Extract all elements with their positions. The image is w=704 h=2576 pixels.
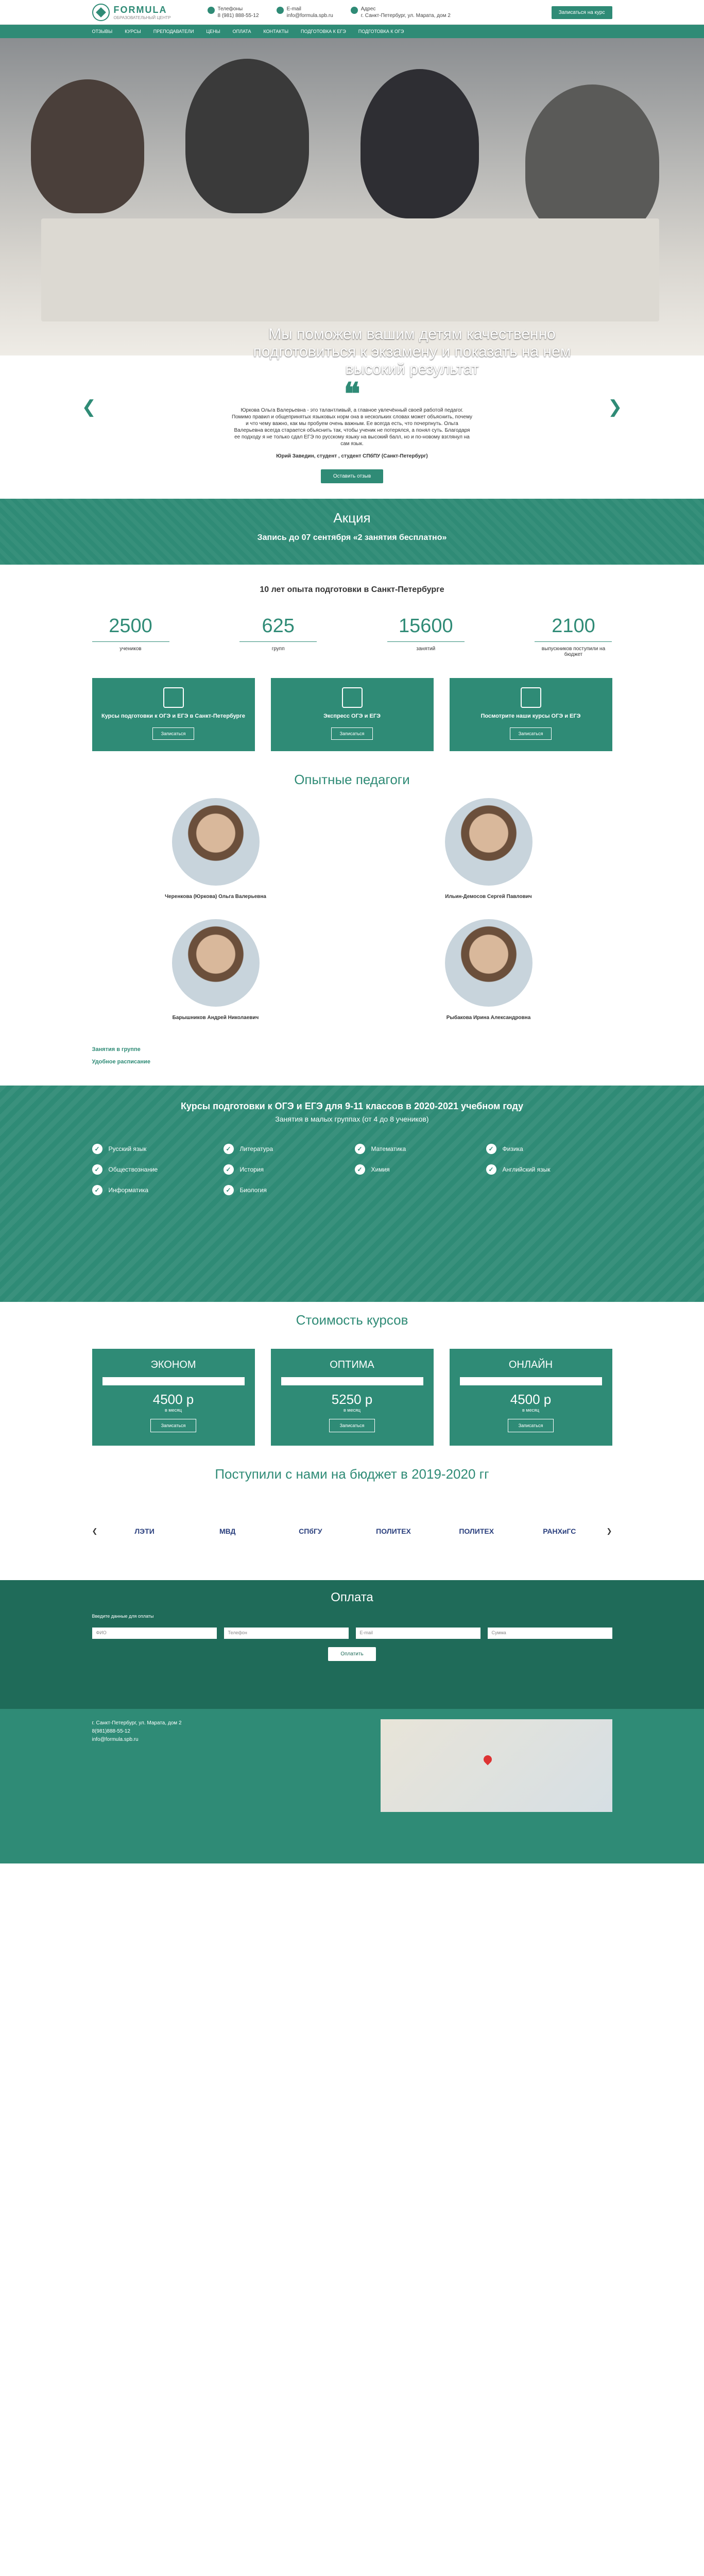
- nav-item[interactable]: ОТЗЫВЫ: [92, 29, 113, 34]
- subject-item: [92, 1185, 218, 1195]
- courses-title: Курсы подготовки к ОГЭ и ЕГЭ для 9-11 классов в 2020-2021 учебном году: [180, 1101, 524, 1111]
- next-arrow-icon[interactable]: ❯: [608, 397, 623, 417]
- main-nav: [0, 25, 704, 38]
- teacher-card: [365, 919, 612, 1025]
- course-icon: [342, 687, 363, 708]
- promo-text: Запись до 07 сентября «2 занятия бесплатно»: [257, 533, 447, 542]
- group-title: Занятия в группе: [92, 1046, 141, 1053]
- promo-title: Акция: [333, 510, 371, 526]
- course-cards: [92, 678, 612, 751]
- price-period: в месяц: [522, 1408, 539, 1413]
- price-description: [460, 1377, 602, 1385]
- next-arrow-icon[interactable]: ❯: [606, 1527, 612, 1535]
- price-sum: 4500 р: [152, 1392, 194, 1407]
- testimonial-text: Юркова Ольга Валерьевна - это талантливый, а главное увлечённый своей работой педагог. Помимо правил и общепринятых языковых норм она в нескольких словах может объяснить, почему и что чему важно, как мы пробуем очень важным. Ее всегда есть, что почерпнуть. Ольга Валерьевна всегда старается объяснить так, чтобы ученик не потерялся, а понял суть. Благодаря ее подходу я не только сдал ЕГЭ по русскому языку на высокий балл, но и по-новому взглянул на сам язык.: [231, 408, 473, 447]
- address-block: [351, 6, 451, 19]
- phone-block: [208, 6, 259, 19]
- stat-label: групп: [239, 641, 317, 652]
- check-icon: ✓: [92, 1185, 102, 1195]
- price-period: в месяц: [343, 1408, 360, 1413]
- teacher-photo: [445, 798, 533, 886]
- footer-email[interactable]: info@formula.spb.ru: [92, 1737, 139, 1742]
- university-logo: МВД: [219, 1527, 236, 1535]
- email-link[interactable]: info@formula.spb.ru: [286, 13, 333, 19]
- subject-item: [355, 1164, 481, 1175]
- price-plan-name: ОНЛАЙН: [508, 1359, 553, 1370]
- prices-title: Стоимость курсов: [296, 1312, 408, 1328]
- logo-name: FORMULA: [113, 5, 167, 15]
- stat-item: [239, 615, 317, 657]
- subject-item: [92, 1144, 218, 1154]
- stat-item: [92, 615, 169, 657]
- nav-item[interactable]: ОПЛАТА: [232, 29, 251, 34]
- check-icon: ✓: [355, 1164, 365, 1175]
- price-period: в месяц: [164, 1408, 182, 1413]
- university-logo: ПОЛИТЕХ: [459, 1527, 494, 1535]
- quote-icon: ❝: [344, 377, 360, 411]
- check-icon: ✓: [486, 1144, 496, 1154]
- mail-icon: [277, 7, 284, 14]
- prev-arrow-icon[interactable]: ❮: [81, 397, 96, 417]
- stats-section: [0, 565, 704, 668]
- stat-label: выпускников поступили на бюджет: [535, 641, 612, 657]
- course-signup-button[interactable]: Записаться: [152, 727, 195, 740]
- payment-section: [0, 1580, 704, 1709]
- payment-field[interactable]: ФИО: [92, 1628, 217, 1639]
- payment-form-title: Введите данные для оплаты: [92, 1614, 154, 1619]
- university-logo: ПОЛИТЕХ: [376, 1527, 411, 1535]
- subject-label: Русский язык: [108, 1145, 147, 1153]
- teacher-photo: [445, 919, 533, 1007]
- phone-number[interactable]: 8 (981) 888-55-12: [217, 13, 259, 19]
- subject-label: Математика: [371, 1145, 406, 1153]
- payment-field[interactable]: Сумма: [488, 1628, 612, 1639]
- subject-label: Химия: [371, 1166, 390, 1173]
- course-card-title: Экспресс ОГЭ и ЕГЭ: [323, 713, 381, 719]
- email-label: E-mail: [286, 6, 301, 12]
- course-icon: [521, 687, 541, 708]
- course-signup-button[interactable]: Записаться: [331, 727, 373, 740]
- check-icon: ✓: [224, 1144, 234, 1154]
- hero-banner: [0, 38, 704, 378]
- subject-label: Биология: [239, 1187, 267, 1194]
- course-icon: [163, 687, 184, 708]
- subject-label: Обществознание: [108, 1166, 158, 1173]
- map[interactable]: [381, 1719, 612, 1812]
- course-card: [92, 678, 255, 751]
- hero-text: Мы поможем вашим детям качественно подготовиться к экзамену и показать на нем высокий результат: [253, 326, 571, 378]
- price-description: [102, 1377, 245, 1385]
- stat-label: учеников: [92, 641, 169, 652]
- nav-item[interactable]: КОНТАКТЫ: [263, 29, 289, 34]
- university-logo: ЛЭТИ: [134, 1527, 154, 1535]
- course-card: [271, 678, 434, 751]
- price-plan-name: ЭКОНОМ: [150, 1359, 196, 1370]
- check-icon: ✓: [224, 1185, 234, 1195]
- check-icon: ✓: [92, 1164, 102, 1175]
- stat-number: 2100: [552, 615, 595, 637]
- courses-subtitle: Занятия в малых группах (от 4 до 8 учеников): [275, 1115, 429, 1123]
- teacher-name: Рыбакова Ирина Александровна: [446, 1015, 531, 1021]
- signup-button[interactable]: Записаться на курс: [552, 6, 612, 19]
- payment-field[interactable]: Телефон: [224, 1628, 349, 1639]
- teacher-name: Черенкова (Юркова) Ольга Валерьевна: [165, 894, 266, 900]
- price-signup-button[interactable]: Записаться: [150, 1419, 197, 1432]
- courses-section: [0, 1086, 704, 1302]
- price-sum: 4500 р: [510, 1392, 552, 1407]
- stat-item: [535, 615, 612, 657]
- subject-item: [224, 1185, 350, 1195]
- university-logo: СПбГУ: [299, 1527, 322, 1535]
- testimonial: [81, 355, 623, 499]
- university-logos: [92, 1503, 612, 1560]
- phone-icon: [208, 7, 215, 14]
- price-signup-button[interactable]: Записаться: [508, 1419, 554, 1432]
- logo-sub: ОБРАЗОВАТЕЛЬНЫЙ ЦЕНТР: [113, 15, 171, 20]
- subject-item: [486, 1144, 612, 1154]
- price-card: [450, 1349, 612, 1446]
- teacher-card: [92, 919, 339, 1025]
- stat-number: 625: [262, 615, 295, 637]
- course-card: [450, 678, 612, 751]
- email-block: [277, 6, 333, 19]
- leave-review-button[interactable]: Оставить отзыв: [321, 469, 383, 483]
- subject-item: [92, 1164, 218, 1175]
- nav-item[interactable]: ЦЕНЫ: [206, 29, 220, 34]
- teacher-card: [92, 798, 339, 904]
- subject-item: [486, 1164, 612, 1175]
- check-icon: ✓: [355, 1144, 365, 1154]
- info-section: [92, 1046, 612, 1065]
- prev-arrow-icon[interactable]: ❮: [92, 1527, 98, 1535]
- teacher-photo: [172, 798, 260, 886]
- address-label: Адрес: [360, 6, 376, 12]
- stat-number: 15600: [398, 615, 453, 637]
- phone-label: Телефоны: [217, 6, 243, 12]
- payment-field[interactable]: E-mail: [356, 1628, 480, 1639]
- logo-icon: [92, 4, 110, 21]
- subject-item: [355, 1144, 481, 1154]
- check-icon: ✓: [92, 1144, 102, 1154]
- price-plan-name: ОПТИМА: [330, 1359, 374, 1370]
- course-card-title: Курсы подготовки к ОГЭ и ЕГЭ в Санкт-Петербурге: [101, 713, 245, 719]
- map-pin-icon: [482, 1754, 493, 1766]
- footer: [0, 1709, 704, 1863]
- course-signup-button[interactable]: Записаться: [510, 727, 552, 740]
- subject-label: Информатика: [108, 1187, 149, 1194]
- check-icon: ✓: [224, 1164, 234, 1175]
- teacher-photo: [172, 919, 260, 1007]
- promo-section: [0, 499, 704, 565]
- logo[interactable]: [92, 4, 190, 21]
- price-cards: [92, 1349, 612, 1446]
- price-sum: 5250 р: [331, 1392, 373, 1407]
- nav-item[interactable]: КУРСЫ: [125, 29, 141, 34]
- university-logo: РАНХиГС: [543, 1527, 576, 1535]
- subject-label: Литература: [239, 1145, 273, 1153]
- pay-button[interactable]: Оплатить: [328, 1647, 375, 1661]
- course-card-title: Посмотрите наши курсы ОГЭ и ЕГЭ: [480, 713, 581, 719]
- price-card: [92, 1349, 255, 1446]
- payment-title: Оплата: [331, 1590, 373, 1604]
- schedule-title: Удобное расписание: [92, 1059, 150, 1065]
- subject-label: История: [239, 1166, 264, 1173]
- stat-item: [387, 615, 465, 657]
- teacher-name: Барышников Андрей Николаевич: [172, 1015, 259, 1021]
- subject-label: Физика: [502, 1145, 523, 1153]
- subject-item: [224, 1164, 350, 1175]
- nav-item[interactable]: ПОДГОТОВКА К ЕГЭ: [301, 29, 346, 34]
- footer-phone[interactable]: 8(981)888-55-12: [92, 1728, 130, 1734]
- subject-label: Английский язык: [502, 1166, 551, 1173]
- teachers-title: Опытные педагоги: [294, 772, 410, 787]
- price-description: [281, 1377, 423, 1385]
- uni-title: Поступили с нами на бюджет в 2019-2020 гг: [215, 1466, 489, 1482]
- teacher-card: [365, 798, 612, 904]
- nav-item[interactable]: ПРЕПОДАВАТЕЛИ: [153, 29, 194, 34]
- address-text: г. Санкт-Петербург, ул. Марата, дом 2: [360, 13, 451, 19]
- subject-item: [224, 1144, 350, 1154]
- location-icon: [351, 7, 358, 14]
- stat-label: занятий: [387, 641, 465, 652]
- price-card: [271, 1349, 434, 1446]
- testimonial-author: Юрий Заведин, студент , студент СПбПУ (Санкт-Петербург): [276, 453, 428, 459]
- footer-address: г. Санкт-Петербург, ул. Марата, дом 2: [92, 1720, 182, 1726]
- teacher-name: Ильин-Демосов Сергей Павлович: [445, 894, 532, 900]
- header-bar: [0, 0, 704, 25]
- check-icon: ✓: [486, 1164, 496, 1175]
- stats-title: 10 лет опыта подготовки в Санкт-Петербурге: [260, 585, 444, 594]
- nav-item[interactable]: ПОДГОТОВКА К ОГЭ: [358, 29, 404, 34]
- stat-number: 2500: [109, 615, 152, 637]
- teachers-list: [92, 798, 612, 1040]
- price-signup-button[interactable]: Записаться: [329, 1419, 375, 1432]
